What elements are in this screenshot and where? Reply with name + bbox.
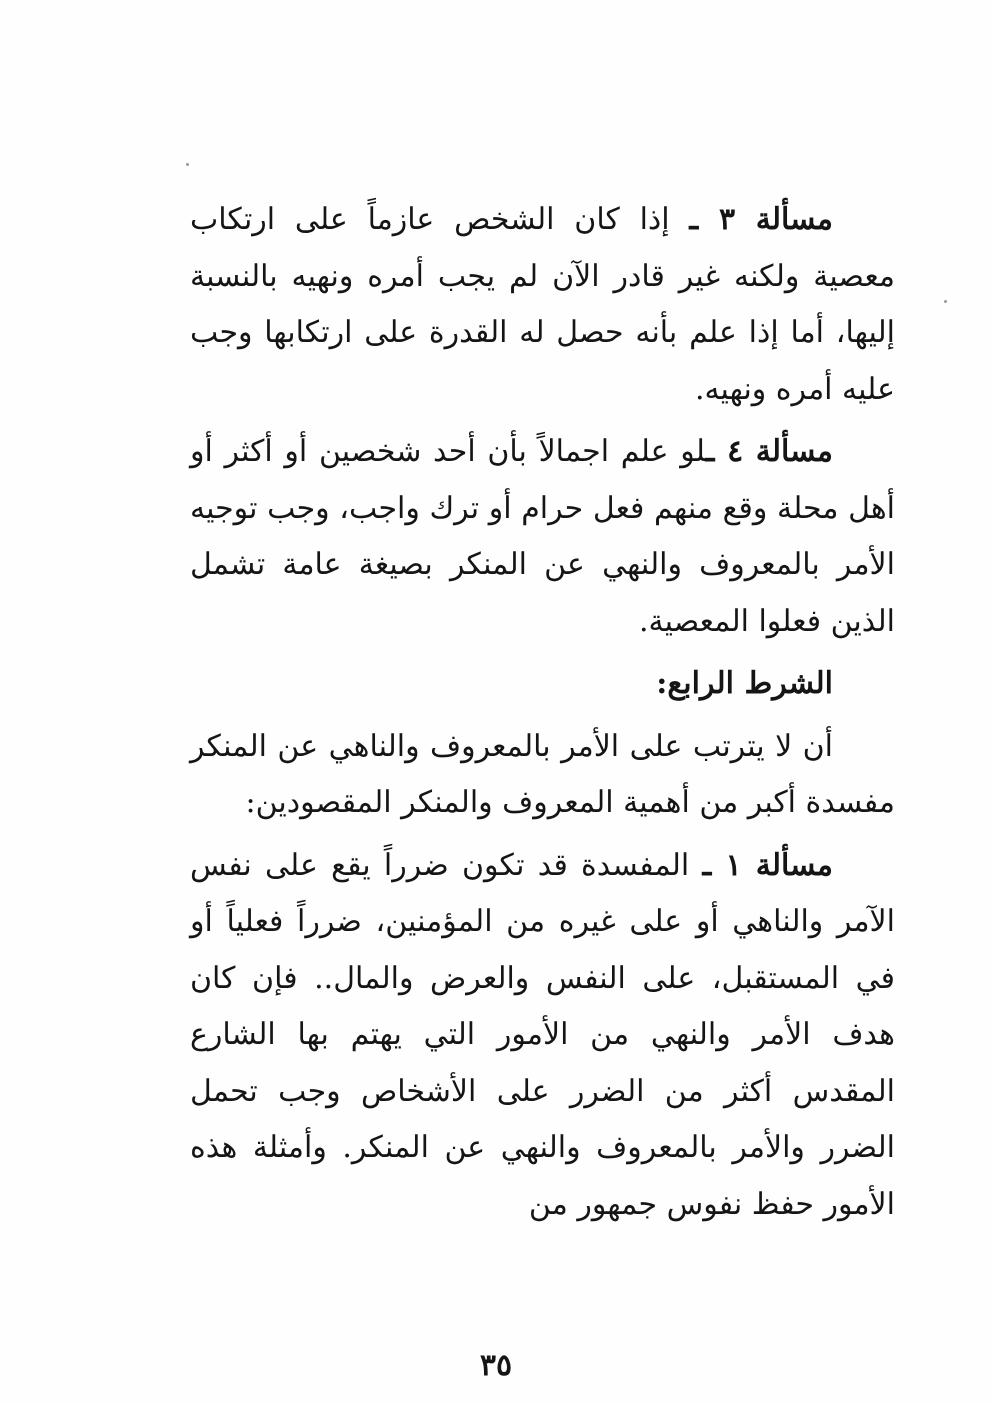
condition-paragraph: أن لا يترتب على الأمر بالمعروف والناهي عن المنكر مفسدة أكبر من أهمية المعروف والمنكر المقصودين: — [190, 728, 895, 820]
paragraph-masala-3 — [190, 192, 895, 418]
masala-1-text: المفسدة قد تكون ضرراً يقع على نفس الآمر والناهي أو على غيره من المؤمنين، ضرراً فعلياً أو في المستقبل، على النفس والعرض والمال.. فإن كان هدف الأمر والنهي من الأمور التي يهتم بها الشارع المقدس أكثر من الضرر على الأشخاص وجب تحمل الضرر والأمر بالمعروف والنهي عن المنكر. وأمثلة هذه الأمور حفظ نفوس جمهور من — [190, 847, 895, 1222]
masala-4-text: لو علم اجمالاً بأن أحد شخصين أو أكثر أو أهل محلة وقع منهم فعل حرام أو ترك واجب، وجب توجيه الأمر بالمعروف والنهي عن المنكر بصيغة عامة تشمل الذين فعلوا المعصية. — [190, 434, 895, 639]
masala-3-label: مسألة ٣ ـ — [689, 202, 833, 237]
body-text — [190, 192, 895, 1233]
masala-4-label: مسألة ٤ ـ — [705, 434, 833, 469]
paragraph-masala-1 — [190, 838, 895, 1234]
masala-1-label: مسألة ١ ـ — [702, 847, 833, 883]
masala-3-text: إذا كان الشخص عازماً على ارتكاب معصية ولكنه غير قادر الآن لم يجب أمره ونهيه بالنسبة إليها، أما إذا علم بأنه حصل له القدرة على ارتكابها وجب عليه أمره ونهيه. — [190, 202, 895, 407]
section-heading: الشرط الرابع: — [656, 666, 833, 701]
paragraph-masala-4 — [190, 424, 895, 650]
scan-speck — [186, 163, 189, 166]
scan-speck — [944, 300, 947, 303]
page-number: ٣٥ — [479, 1348, 513, 1383]
